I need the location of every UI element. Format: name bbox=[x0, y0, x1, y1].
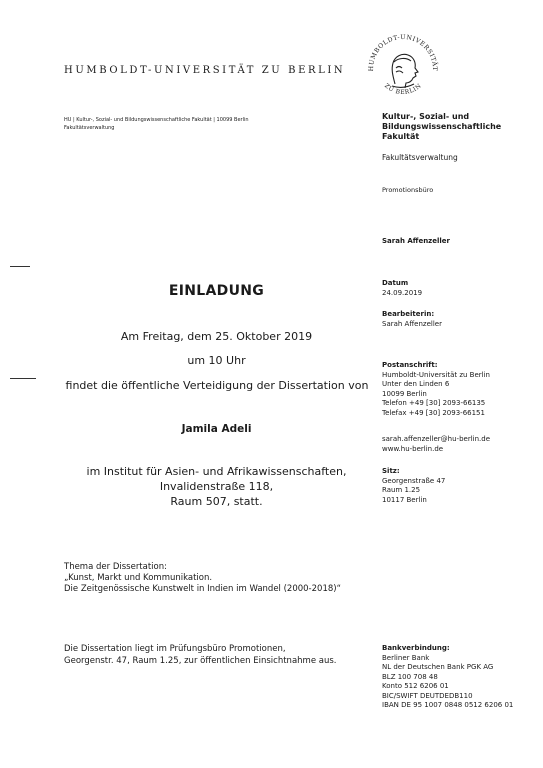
fold-mark-middle bbox=[10, 378, 36, 379]
topic-line1: „Kunst, Markt und Kommunikation. bbox=[64, 573, 213, 583]
faculty-title-line3: Fakultät bbox=[382, 132, 420, 141]
svg-text:ZU BERLIN bbox=[383, 82, 423, 96]
invitation-heading: EINLADUNG bbox=[168, 283, 265, 299]
bank-line3: BLZ 100 708 48 bbox=[382, 672, 438, 681]
bank-block bbox=[382, 644, 513, 711]
handler-label: Bearbeiterin: bbox=[382, 310, 435, 318]
bank-line1: Berliner Bank bbox=[382, 653, 430, 662]
location-line3: Raum 507, statt. bbox=[170, 495, 263, 508]
postal-block bbox=[382, 361, 490, 418]
office-name: Promotionsbüro bbox=[382, 186, 434, 194]
contact-links bbox=[382, 435, 490, 454]
event-date: Am Freitag, dem 25. Oktober 2019 bbox=[120, 330, 313, 343]
university-seal-icon bbox=[362, 28, 444, 110]
faculty-title-line2: Bildungswissenschaftliche bbox=[382, 122, 502, 131]
seal-portrait bbox=[392, 54, 418, 88]
postal-line2: Unter den Linden 6 bbox=[382, 380, 450, 388]
phone-number: Telefon +49 [30] 2093-66135 bbox=[382, 399, 486, 407]
faculty-title-line1: Kultur-, Sozial- und bbox=[382, 112, 470, 121]
date-block bbox=[382, 279, 422, 298]
location-line1: im Institut für Asien- und Afrikawissenschaften, bbox=[86, 465, 347, 478]
date-value: 24.09.2019 bbox=[382, 288, 423, 297]
dissertation-topic bbox=[64, 562, 341, 595]
faculty-title bbox=[382, 112, 501, 142]
bank-label: Bankverbindung: bbox=[382, 644, 450, 652]
inspection-note bbox=[64, 643, 336, 667]
topic-label: Thema der Dissertation: bbox=[64, 562, 167, 572]
sender-line bbox=[64, 116, 249, 132]
candidate-name: Jamila Adeli bbox=[181, 423, 252, 435]
sender-address: HU | Kultur-, Sozial- und Bildungswissenschaftliche Fakultät | 10099 Berlin bbox=[64, 117, 249, 123]
fold-mark-top bbox=[10, 266, 30, 267]
handler-block bbox=[382, 310, 442, 329]
postal-label: Postanschrift: bbox=[382, 361, 438, 369]
seat-line2: Raum 1.25 bbox=[382, 486, 421, 494]
note-line1: Die Dissertation liegt im Prüfungsbüro Promotionen, bbox=[64, 644, 286, 654]
seat-label: Sitz: bbox=[382, 467, 400, 475]
email-address: sarah.affenzeller@hu-berlin.de bbox=[382, 435, 491, 443]
event-time: um 10 Uhr bbox=[187, 354, 246, 367]
contact-name: Sarah Affenzeller bbox=[382, 237, 451, 245]
location-line2: Invalidenstraße 118, bbox=[159, 480, 274, 493]
fax-number: Telefax +49 [30] 2093-66151 bbox=[382, 408, 485, 417]
postal-line1: Humboldt-Universität zu Berlin bbox=[382, 370, 490, 379]
bank-line5: BIC/SWIFT DEUTDEDB110 bbox=[382, 691, 473, 700]
handler-value: Sarah Affenzeller bbox=[382, 319, 442, 328]
university-name: HUMBOLDT-UNIVERSITÄT ZU BERLIN bbox=[64, 65, 346, 76]
note-line2: Georgenstr. 47, Raum 1.25, zur öffentlichen Einsichtnahme aus. bbox=[64, 656, 337, 666]
seat-line1: Georgenstraße 47 bbox=[382, 476, 446, 485]
website: www.hu-berlin.de bbox=[382, 444, 444, 453]
topic-line2: Die Zeitgenössische Kunstwelt in Indien im Wandel (2000-2018)“ bbox=[64, 584, 341, 594]
event-location bbox=[60, 464, 373, 509]
sender-department: Fakultätsverwaltung bbox=[64, 125, 115, 131]
bank-line6: IBAN DE 95 1007 0848 0512 6206 01 bbox=[382, 701, 514, 709]
defense-announcement: findet die öffentliche Verteidigung der Dissertation von bbox=[65, 379, 369, 392]
svg-text:HUMBOLDT-UNIVERSITÄT bbox=[368, 34, 438, 72]
seal-top-text: HUMBOLDT-UNIVERSITÄT bbox=[367, 33, 439, 72]
date-label: Datum bbox=[382, 279, 409, 287]
seat-block bbox=[382, 467, 445, 505]
bank-line2: NL der Deutschen Bank PGK AG bbox=[382, 663, 494, 671]
bank-line4: Konto 512 6206 01 bbox=[382, 682, 449, 690]
seal-bottom-text: ZU BERLIN bbox=[382, 82, 424, 97]
postal-line3: 10099 Berlin bbox=[382, 389, 427, 398]
faculty-admin: Fakultätsverwaltung bbox=[382, 153, 458, 162]
seat-line3: 10117 Berlin bbox=[382, 495, 427, 504]
